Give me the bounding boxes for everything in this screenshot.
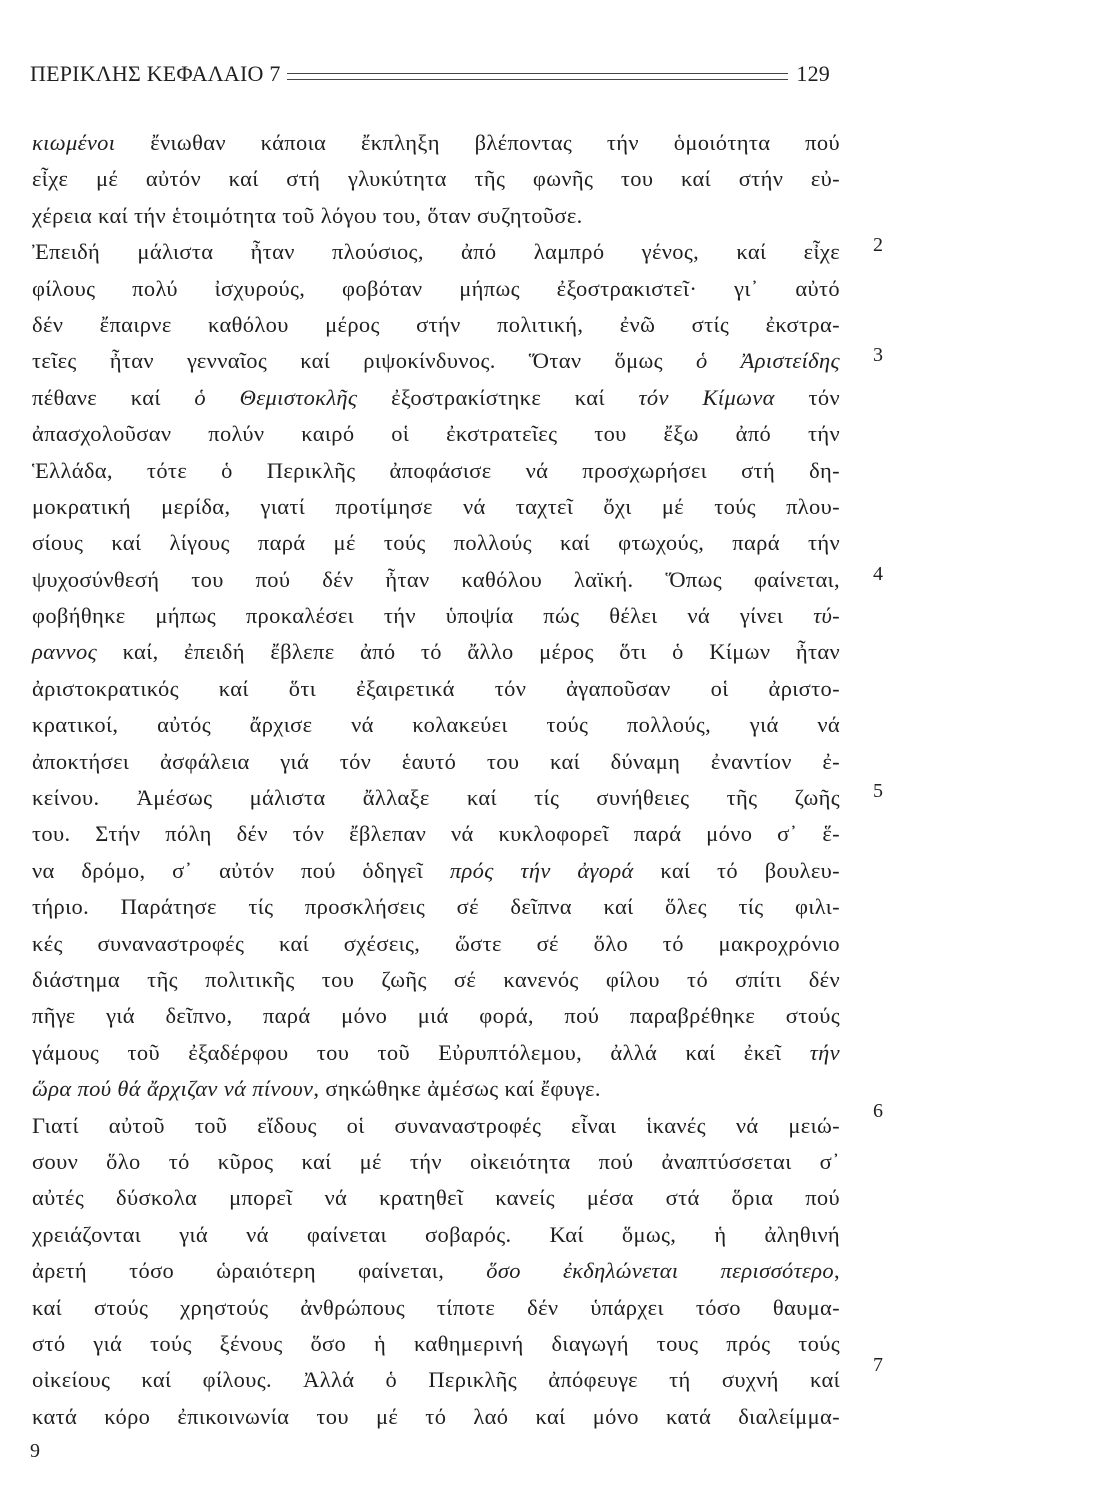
text-line bbox=[32, 598, 840, 634]
text-line: δέν ἔπαιρνε καθόλου μέρος στήν πολιτική, ἐνῶ στίς ἐκστρα- bbox=[32, 311, 840, 337]
text-span: ἐξοστρακίστηκε καί bbox=[357, 384, 639, 410]
page-number: 129 bbox=[796, 61, 830, 86]
text-line bbox=[32, 380, 840, 416]
italic-span: ὁ Ἀριστείδης bbox=[696, 348, 840, 374]
text-line: Γιατί αὐτοῦ τοῦ εἴδους οἱ συναναστροφές εἶναι ἱκανές νά μειώ- bbox=[32, 1112, 840, 1138]
text-line: πῆγε γιά δεῖπνο, παρά μόνο μιά φορά, πού παραβρέθηκε στούς bbox=[32, 1003, 840, 1029]
text-line bbox=[32, 853, 840, 889]
text-span: πέθανε καί bbox=[32, 384, 195, 410]
text-line bbox=[32, 1071, 840, 1107]
text-line: κείνου. Ἀμέσως μάλιστα ἄλλαξε καί τίς συνήθειες τῆς ζωῆς bbox=[32, 785, 840, 811]
italic-span: τύ- bbox=[813, 603, 840, 629]
chapter-text bbox=[32, 125, 840, 1435]
text-line bbox=[32, 634, 840, 670]
italic-span: ραννος bbox=[32, 639, 98, 665]
text-line bbox=[32, 1253, 840, 1289]
text-span: καί τό βουλευ- bbox=[633, 857, 840, 883]
text-line: διάστημα τῆς πολιτικῆς του ζωῆς σέ κανενός φίλου τό σπίτι δέν bbox=[32, 966, 840, 992]
text-span: ἔνιωθαν κάποια ἔκπληξη βλέποντας τήν ὁμοιότητα πού bbox=[115, 130, 840, 155]
text-line bbox=[32, 343, 840, 379]
section-number: 6 bbox=[873, 1100, 883, 1122]
text-line: του. Στήν πόλη δέν τόν ἔβλεπαν νά κυκλοφορεῖ παρά μόνο σ᾿ ἕ- bbox=[32, 821, 840, 847]
text-line: ἀποκτήσει ἀσφάλεια γιά τόν ἑαυτό του καί δύναμη ἐναντίον ἐ- bbox=[32, 748, 840, 774]
section-number: 4 bbox=[873, 563, 883, 585]
text-span: να δρόμο, σ᾿ αὐτόν πού ὁδηγεῖ bbox=[32, 857, 450, 883]
text-line: Ἑλλάδα, τότε ὁ Περικλῆς ἀποφάσισε νά προσχωρήσει στή δη- bbox=[32, 457, 840, 483]
section-number: 2 bbox=[873, 234, 883, 256]
text-line: σουν ὅλο τό κῦρος καί μέ τήν οἰκειότητα πού ἀναπτύσσεται σ᾿ bbox=[32, 1148, 840, 1174]
section-number: 5 bbox=[873, 780, 883, 802]
running-header bbox=[30, 56, 830, 92]
header-title: ΠΕΡΙΚΛΗΣ ΚΕΦΑΛΑΙΟ 7 bbox=[30, 61, 281, 86]
italic-span: πρός τήν ἀγορά bbox=[449, 857, 634, 883]
text-span: τόν bbox=[774, 384, 840, 410]
italic-span: ὅσο ἐκδηλώνεται περισσότερο bbox=[486, 1258, 835, 1284]
text-line: κατά κόρο ἐπικοινωνία του μέ τό λαό καί μόνο κατά διαλείμμα- bbox=[32, 1403, 840, 1429]
italic-span: τήν bbox=[809, 1039, 840, 1065]
text-span: γάμους τοῦ ἐξαδέρφου του τοῦ Εὐρυπτόλεμου, ἀλλά καί ἐκεῖ bbox=[32, 1039, 810, 1065]
text-line: Ἐπειδή μάλιστα ἦταν πλούσιος, ἀπό λαμπρό γένος, καί εἶχε bbox=[32, 239, 840, 265]
text-line: χρειάζονται γιά νά φαίνεται σοβαρός. Καί ὅμως, ἡ ἀληθινή bbox=[32, 1221, 840, 1247]
text-span: , σηκώθηκε ἀμέσως καί ἔφυγε. bbox=[313, 1076, 601, 1102]
text-line: μοκρατική μερίδα, γιατί προτίμησε νά ταχτεῖ ὄχι μέ τούς πλου- bbox=[32, 493, 840, 519]
text-span: ἀρετή τόσο ὡραιότερη φαίνεται, bbox=[32, 1258, 487, 1284]
text-span: καί, ἐπειδή ἔβλεπε ἀπό τό ἄλλο μέρος ὅτι ὁ Κίμων ἦταν bbox=[97, 639, 840, 665]
section-number: 3 bbox=[873, 344, 883, 366]
section-number: 7 bbox=[873, 1354, 883, 1376]
text-line: στό γιά τούς ξένους ὅσο ἡ καθημερινή διαγωγή τους πρός τούς bbox=[32, 1330, 840, 1356]
text-line bbox=[32, 1035, 840, 1071]
text-line: ἀπασχολοῦσαν πολύν καιρό οἱ ἐκστρατεῖες του ἔξω ἀπό τήν bbox=[32, 421, 840, 447]
italic-span: ὁ Θεμιστοκλῆς bbox=[194, 384, 358, 410]
text-line: σίους καί λίγους παρά μέ τούς πολλούς καί φτωχούς, παρά τήν bbox=[32, 530, 840, 556]
italic-span: κιωμένοι bbox=[32, 130, 116, 155]
text-line: χέρεια καί τήν ἑτοιμότητα τοῦ λόγου του, ὅταν συζητοῦσε. bbox=[32, 202, 583, 228]
text-line: αὐτές δύσκολα μπορεῖ νά κρατηθεῖ κανείς μέσα στά ὅρια πού bbox=[32, 1185, 840, 1211]
text-span: φοβήθηκε μήπως προκαλέσει τήν ὑποψία πώς θέλει νά γίνει bbox=[32, 603, 814, 629]
text-line: καί στούς χρηστούς ἀνθρώπους τίποτε δέν ὑπάρχει τόσο θαυμα- bbox=[32, 1294, 840, 1320]
text-line: οἰκείους καί φίλους. Ἀλλά ὁ Περικλῆς ἀπόφευγε τή συχνή καί bbox=[32, 1367, 840, 1393]
text-line: κές συναναστροφές καί σχέσεις, ὥστε σέ ὅλο τό μακροχρόνιο bbox=[32, 930, 840, 956]
italic-span: τόν Κίμωνα bbox=[638, 384, 775, 410]
text-span: τεῖες ἦταν γενναῖος καί ριψοκίνδυνος. Ὅταν ὅμως bbox=[32, 348, 696, 374]
text-span: , bbox=[834, 1258, 840, 1284]
signature-number: 9 bbox=[30, 1440, 40, 1462]
text-line: φίλους πολύ ἰσχυρούς, φοβόταν μήπως ἐξοστρακιστεῖ· γι᾿ αὐτό bbox=[32, 275, 840, 301]
text-line: τήριο. Παράτησε τίς προσκλήσεις σέ δεῖπνα καί ὅλες τίς φιλι- bbox=[32, 894, 840, 920]
text-line: εἶχε μέ αὐτόν καί στή γλυκύτητα τῆς φωνῆς του καί στήν εὐ- bbox=[32, 166, 840, 192]
header-double-rule bbox=[287, 73, 789, 80]
text-line: κρατικοί, αὐτός ἄρχισε νά κολακεύει τούς πολλούς, γιά νά bbox=[32, 712, 840, 738]
text-line: ψυχοσύνθεσή του πού δέν ἦταν καθόλου λαϊκή. Ὅπως φαίνεται, bbox=[32, 566, 840, 592]
text-line: ἀριστοκρατικός καί ὅτι ἐξαιρετικά τόν ἀγαποῦσαν οἱ ἀριστο- bbox=[32, 675, 840, 701]
text-line bbox=[32, 125, 840, 161]
italic-span: ὥρα πού θά ἄρχιζαν νά πίνουν bbox=[32, 1076, 314, 1102]
